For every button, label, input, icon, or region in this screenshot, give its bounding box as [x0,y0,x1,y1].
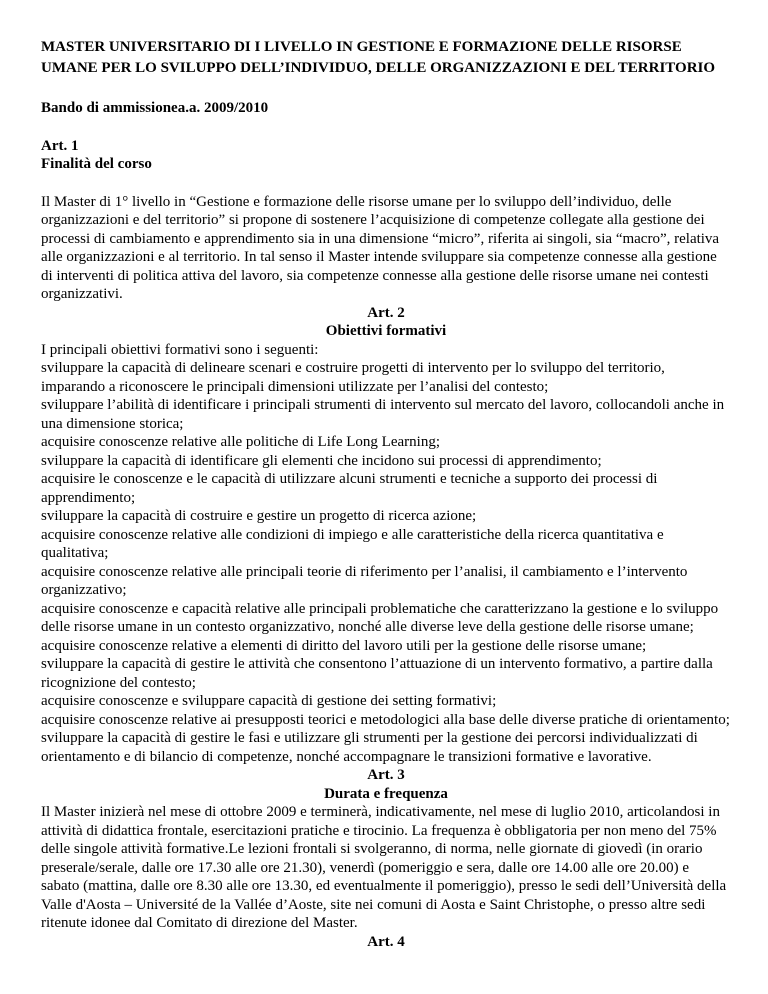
objective-item: sviluppare l’abilità di identificare i principali strumenti di intervento sul mercato del lavoro, collocandoli anche in una dimensione storica; [41,397,725,432]
document-title [41,37,731,79]
objective-item: sviluppare la capacità di gestire le attività che consentono l’attuazione di un intervento formativo, a partire dalla ricognizione del contesto; [41,656,713,691]
objective-item: acquisire conoscenze relative alle politiche di Life Long Learning; [41,434,440,450]
document-page [41,37,731,951]
objective-item: sviluppare la capacità di identificare gli elementi che incidono sui processi di apprendimento; [41,452,602,469]
art1-body: Il Master di 1° livello in “Gestione e formazione delle risorse umane per lo sviluppo dell’individuo, delle organizzazioni e del territorio” si propone di sostenere l’acquisizione di competenze collegate alla gestione dei processi di cambiamento e apprendimento sia in una dimensione “micro”, riferita ai singoli, sia “macro”, relativa alle organizzazioni e al territorio. In tal senso il Master intende sviluppare sia competenze connesse alla gestione di interventi di politica attiva del lavoro, sia competenze connesse alla gestione delle risorse umane nei contesti organizzativi. [41,193,720,302]
art3-body: Il Master inizierà nel mese di ottobre 2009 e terminerà, indicativamente, nel mese di luglio 2010, articolandosi in attività di didattica frontale, esercitazioni pratiche e tirocinio. La frequenza è obbligatoria per non meno del 75% delle singole attività formative.Le lezioni frontali si svolgeranno, di norma, nelle giornate di giovedì (in orario preserale/serale, dalle ore 17.30 alle ore 21.30), venerdì (pomeriggio e sera, dalle ore 14.00 alle ore 20.00) e sabato (mattina, dalle ore 8.30 alle ore 13.30, ed eventualmente il pomeriggio), presso le sedi dell’Università della Valle d'Aosta – Université de la Vallée d’Aoste, site nei comuni di Aosta e Saint Christophe, o presso altre sedi ritenute idonee dal Comitato di direzione del Master. [41,804,727,931]
art2-intro: I principali obiettivi formativi sono i seguenti: [41,341,319,358]
art4-number: Art. 4 [367,933,405,950]
objective-item: acquisire conoscenze e sviluppare capacità di gestione dei setting formativi; [41,693,497,709]
objective-item: sviluppare la capacità di costruire e gestire un progetto di ricerca azione; [41,508,477,524]
bando-heading: Bando di ammissionea.a. 2009/2010 [41,100,269,116]
objective-item: acquisire conoscenze relative alle principali teorie di riferimento per l’analisi, il cambiamento e l’intervento organizzativo; [41,563,688,598]
art2-title: Obiettivi formativi [325,323,447,339]
art1-number: Art. 1 [41,137,79,154]
art2-number: Art. 2 [367,304,405,321]
title-line-1: MASTER UNIVERSITARIO DI I LIVELLO IN GESTIONE E FORMAZIONE DELLE RISORSE [41,39,682,55]
objective-item: acquisire conoscenze relative alle condizioni di impiego e alle caratteristiche della ricerca quantitativa e qualitativa; [41,526,664,561]
objective-item: sviluppare la capacità di gestire le fasi e utilizzare gli strumenti per la gestione dei percorsi individualizzati di orientamento e di bilancio di competenze, nonché accompagnare le transizioni formative e lavorative. [41,730,698,765]
art1-title: Finalità del corso [41,156,152,172]
objective-item: acquisire le conoscenze e le capacità di utilizzare alcuni strumenti e tecniche a supporto dei processi di apprendimento; [41,471,658,506]
objective-item: acquisire conoscenze relative ai presupposti teorici e metodologici alla base delle diverse pratiche di orientamento; [41,711,730,728]
art3-number: Art. 3 [367,767,405,783]
art1-heading [41,137,731,174]
objective-item: acquisire conoscenze relative a elementi di diritto del lavoro utili per la gestione delle risorse umane; [41,637,647,654]
art2-objectives-list [41,359,731,766]
objective-item: sviluppare la capacità di delineare scenari e costruire progetti di intervento per lo sviluppo del territorio, imparando a riconoscere le principali dimensioni utilizzate per l’analisi del contesto; [41,360,665,395]
objective-item: acquisire conoscenze e capacità relative alle principali problematiche che caratterizzano la gestione e lo sviluppo delle risorse umane in un contesto organizzativo, nonché alle diverse leve della gestione delle risorse umane; [41,600,719,635]
art3-title: Durata e frequenza [324,785,448,802]
title-line-2: UMANE PER LO SVILUPPO DELL’INDIVIDUO, DELLE ORGANIZZAZIONI E DEL TERRITORIO [41,60,716,76]
